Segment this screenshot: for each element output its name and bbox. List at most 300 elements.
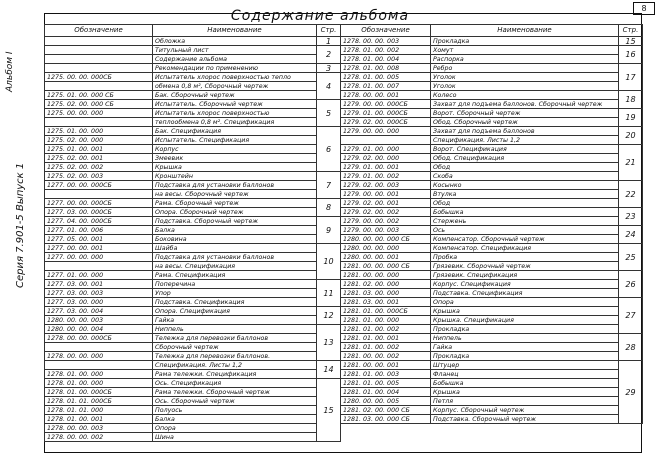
row-name: теплообмена 0,8 м². Спецификация [153, 118, 317, 127]
row-code: 1279. 00. 00. 003 [341, 226, 431, 235]
row-code: 1277. 04. 00. 000СБ [45, 217, 153, 226]
row-code: 1279. 02. 00. 000СБ [341, 118, 431, 127]
row-code: 1278. 01. 00. 005 [341, 73, 431, 82]
table-row [45, 253, 341, 262]
row-name: Скоба [431, 172, 619, 181]
table-row [45, 100, 341, 109]
table-row [341, 316, 643, 325]
row-code: 1277. 00. 00. 000СБ [45, 181, 153, 190]
row-page: 5 [317, 100, 341, 127]
row-code: 1279. 00. 00. 002 [341, 217, 431, 226]
table-header-row [45, 25, 341, 37]
table-row [341, 208, 643, 217]
table-row [341, 82, 643, 91]
row-code: 1279. 02. 00. 002 [341, 208, 431, 217]
row-name: Рекомендации по применению [153, 64, 317, 73]
row-name: Бобышка [431, 379, 619, 388]
table-row [45, 172, 341, 181]
row-name: Тележка для перевозки баллонов. [153, 352, 317, 361]
row-code: 1278. 01. 00. 008 [341, 64, 431, 73]
row-name: Ниппель [153, 325, 317, 334]
table-row [341, 100, 643, 109]
row-code: 1280. 00. 00. 001 [341, 253, 431, 262]
row-name: Подставка для установки баллонов [153, 253, 317, 262]
row-code: 1281. 01. 00. 005 [341, 379, 431, 388]
row-name: Рама тележки. Сборочный чертеж [153, 388, 317, 397]
row-name: Содержание альбома [153, 55, 317, 64]
table-row [45, 82, 341, 91]
row-name: Гайка [431, 343, 619, 352]
row-code: 1278. 01. 01. 000СБ [45, 397, 153, 406]
table-row [45, 217, 341, 226]
row-name: Спецификация. Листы 1,2 [431, 136, 619, 145]
row-name: Крышка. Спецификация [431, 316, 619, 325]
row-name: обмена 0,8 м², Сборочный чертеж [153, 82, 317, 91]
row-name: Бак. Сборочный чертеж [153, 91, 317, 100]
row-code: 1281. 01. 00. 000СБ [341, 307, 431, 316]
row-name: Подставка для установки баллонов [153, 181, 317, 190]
row-name: Стержень [431, 217, 619, 226]
row-page: 11 [317, 280, 341, 307]
row-name: Бобышка [431, 208, 619, 217]
contents-table-left [44, 24, 341, 442]
row-code: 1279. 02. 00. 001 [341, 199, 431, 208]
row-code: 1277. 05. 00. 001 [45, 235, 153, 244]
table-row [341, 217, 643, 226]
table-row [341, 118, 643, 127]
row-page: 23 [619, 208, 643, 226]
row-name: Тележка для перевозки баллонов [153, 334, 317, 343]
row-name: Подставка. Сборочный чертеж [431, 415, 619, 424]
table-header-row [341, 25, 643, 37]
table-row [341, 343, 643, 352]
row-name: Косынко [431, 181, 619, 190]
table-row [341, 289, 643, 298]
row-name: Испытатель. Сборочный чертеж [153, 100, 317, 109]
row-code: 1277. 00. 00. 000СБ [45, 199, 153, 208]
table-row [45, 136, 341, 145]
row-code: 1278. 00. 00. 001 [341, 91, 431, 100]
row-name: Ребро [431, 64, 619, 73]
row-code: 1277. 03. 00. 003 [45, 289, 153, 298]
table-row [45, 271, 341, 280]
row-code [45, 37, 153, 46]
row-code: 1275. 00. 00. 000 [45, 109, 153, 118]
row-page: 8 [317, 199, 341, 217]
row-name: на весы. Спецификация [153, 262, 317, 271]
header-page: Стр. [317, 25, 341, 37]
row-code: 1280. 00. 00. 003 [45, 316, 153, 325]
table-row [45, 109, 341, 118]
row-code [45, 55, 153, 64]
row-name: Крышка [431, 307, 619, 316]
table-row [341, 127, 643, 136]
row-code: 1277. 01. 00. 006 [45, 226, 153, 235]
row-name: Опора. Спецификация [153, 307, 317, 316]
row-name: Втулка [431, 190, 619, 199]
row-code: 1277. 00. 00. 001 [45, 244, 153, 253]
table-row [341, 55, 643, 64]
table-row [45, 406, 341, 415]
row-name: Прокладка [431, 325, 619, 334]
row-name: Испытатель хлорос поверхностью тепло [153, 73, 317, 82]
row-code: 1279. 00. 00. 000 [341, 127, 431, 136]
row-name: Ниппель [431, 334, 619, 343]
row-code: 1279. 01. 00. 000 [341, 145, 431, 154]
table-row [45, 415, 341, 424]
row-name: Петля [431, 397, 619, 406]
table-row [45, 37, 341, 46]
row-name: Крышка [431, 388, 619, 397]
row-name: Уголок [431, 73, 619, 82]
row-code: 1278. 01. 00. 007 [341, 82, 431, 91]
table-row [45, 388, 341, 397]
table-row [45, 289, 341, 298]
table-row [45, 145, 341, 154]
row-code: 1278. 01. 00. 000СБ [45, 388, 153, 397]
table-row [45, 73, 341, 82]
row-name: Сборочный чертеж [153, 343, 317, 352]
table-row [45, 343, 341, 352]
row-name: Компенсатор. Сборочный чертеж [431, 235, 619, 244]
row-code: 1277. 00. 00. 000 [45, 253, 153, 262]
row-code: 1281. 02. 00. 000 [341, 280, 431, 289]
row-page: 22 [619, 181, 643, 208]
row-code: 1275. 00. 00. 000СБ [45, 73, 153, 82]
row-name: Грязевик. Сборочный чертеж [431, 262, 619, 271]
table-row [341, 136, 643, 145]
row-name: Хомут [431, 46, 619, 55]
table-row [341, 190, 643, 199]
row-code: 1278. 01. 00. 000 [45, 379, 153, 388]
table-row [341, 388, 643, 397]
table-row [341, 154, 643, 163]
row-name: Рама. Сборочный чертеж [153, 199, 317, 208]
row-page: 7 [317, 172, 341, 199]
row-name: Опора [431, 298, 619, 307]
row-code: 1279. 01. 00. 001 [341, 163, 431, 172]
row-name: Обод. Сборочный чертеж [431, 118, 619, 127]
row-code: 1278. 01. 00. 002 [341, 46, 431, 55]
table-row [45, 280, 341, 289]
row-code: 1280. 00. 00. 004 [45, 325, 153, 334]
row-name: Кронштейн [153, 172, 317, 181]
spine-series-label: Серия 7.901-5 Выпуск 1 [15, 162, 26, 288]
header-code: Обозначение [341, 25, 431, 37]
row-name: Обод. Спецификация [431, 154, 619, 163]
table-row [45, 208, 341, 217]
table-row [45, 226, 341, 235]
row-page: 14 [317, 361, 341, 379]
row-page: 18 [619, 91, 643, 109]
row-code: 1275. 02. 00. 001 [45, 154, 153, 163]
row-code: 1278. 00. 00. 000СБ [45, 334, 153, 343]
table-row [45, 379, 341, 388]
row-code: 1279. 01. 00. 000СБ [341, 109, 431, 118]
table-row [341, 145, 643, 154]
row-code: 1281. 01. 00. 003 [341, 370, 431, 379]
row-code: 1281. 01. 00. 002 [341, 325, 431, 334]
table-row [45, 262, 341, 271]
row-name: Рама тележки. Спецификация [153, 370, 317, 379]
row-name: Корпус. Спецификация [431, 280, 619, 289]
table-row [341, 226, 643, 235]
row-code [45, 46, 153, 55]
row-code: 1278. 00. 00. 002 [45, 433, 153, 442]
sheet-number: 8 [633, 2, 655, 15]
row-name: Захват для подъема баллонов [431, 127, 619, 136]
row-code: 1281. 02. 00. 000 СБ [341, 406, 431, 415]
row-name: Подставка. Сборочный чертеж [153, 217, 317, 226]
row-name: Опора. Сборочный чертеж [153, 208, 317, 217]
row-name: Балка [153, 226, 317, 235]
row-name: Ворот. Сборочный чертеж [431, 109, 619, 118]
table-row [45, 370, 341, 379]
row-page: 29 [619, 361, 643, 424]
row-code: 1277. 03. 00. 000СБ [45, 208, 153, 217]
row-name: Подставка. Спецификация [153, 298, 317, 307]
table-row [45, 352, 341, 361]
row-page: 16 [619, 46, 643, 64]
table-row [45, 127, 341, 136]
row-code [45, 190, 153, 199]
table-row [341, 280, 643, 289]
row-code: 1281. 01. 00. 002 [341, 343, 431, 352]
table-row [45, 118, 341, 127]
table-row [45, 316, 341, 325]
row-page: 27 [619, 298, 643, 334]
table-row [341, 361, 643, 370]
row-code: 1275. 02. 00. 000 [45, 136, 153, 145]
row-code: 1279. 02. 00. 003 [341, 181, 431, 190]
row-name: Пробка [431, 253, 619, 262]
table-row [341, 406, 643, 415]
row-name: Ворот. Спецификация [431, 145, 619, 154]
row-code: 1275. 01. 00. 000 [45, 127, 153, 136]
row-code [45, 118, 153, 127]
table-row [45, 64, 341, 73]
table-row [341, 325, 643, 334]
table-row [341, 244, 643, 253]
table-row [341, 163, 643, 172]
table-row [45, 244, 341, 253]
table-row [341, 253, 643, 262]
table-row [341, 415, 643, 424]
row-name: Титульный лист [153, 46, 317, 55]
row-code: 1279. 00. 00. 001 [341, 190, 431, 199]
row-name: Грязевик. Спецификация [431, 271, 619, 280]
row-name: Ось. Спецификация [153, 379, 317, 388]
table-row [45, 361, 341, 370]
table-row [341, 73, 643, 82]
row-code: 1281. 03. 00. 001 [341, 298, 431, 307]
header-name: Наименование [431, 25, 619, 37]
table-row [45, 154, 341, 163]
row-name: Спецификация. Листы 1,2 [153, 361, 317, 370]
row-name: Компенсатор. Спецификация [431, 244, 619, 253]
row-code: 1278. 01. 00. 000 [45, 370, 153, 379]
row-code: 1279. 00. 00. 000СБ [341, 100, 431, 109]
table-row [45, 397, 341, 406]
header-page: Стр. [619, 25, 643, 37]
row-code: 1281. 01. 00. 004 [341, 388, 431, 397]
row-page: 21 [619, 145, 643, 181]
row-name: Полуось [153, 406, 317, 415]
spine-album-label: Альбом I [5, 51, 15, 92]
row-name: Захват для подъема баллонов. Сборочный чертеж [431, 100, 619, 109]
row-name: Балка [153, 415, 317, 424]
row-code: 1277. 03. 00. 001 [45, 280, 153, 289]
row-code: 1278. 00. 00. 000 [45, 352, 153, 361]
row-name: Прокладка [431, 352, 619, 361]
row-code: 1281. 03. 00. 000 СБ [341, 415, 431, 424]
row-code: 1275. 01. 00. 001 [45, 145, 153, 154]
row-name: Ось [431, 226, 619, 235]
row-code: 1281. 01. 00. 000 [341, 316, 431, 325]
row-name: Гайка [153, 316, 317, 325]
table-row [341, 46, 643, 55]
table-row [341, 181, 643, 190]
row-page: 2 [317, 46, 341, 64]
row-page: 26 [619, 271, 643, 298]
row-page: 4 [317, 73, 341, 100]
table-row [45, 163, 341, 172]
table-row [45, 91, 341, 100]
row-page: 19 [619, 109, 643, 127]
row-page: 12 [317, 307, 341, 325]
table-row [45, 334, 341, 343]
row-name: Упор [153, 289, 317, 298]
row-page: 3 [317, 64, 341, 73]
row-name: Уголок [431, 82, 619, 91]
table-row [341, 370, 643, 379]
row-code [45, 361, 153, 370]
table-row [45, 181, 341, 190]
row-code: 1278. 01. 01. 000 [45, 406, 153, 415]
table-row [45, 307, 341, 316]
row-code: 1278. 01. 00. 001 [45, 415, 153, 424]
row-code: 1280. 00. 00. 000 [341, 244, 431, 253]
row-code: 1281. 03. 00. 000 [341, 289, 431, 298]
table-row [341, 37, 643, 46]
table-row [341, 352, 643, 361]
page-title: Содержание альбома [230, 8, 410, 24]
row-name: Распорка [431, 55, 619, 64]
row-name: Змеевик [153, 154, 317, 163]
table-row [341, 307, 643, 316]
row-name: Испытатель. Спецификация [153, 136, 317, 145]
row-code [45, 64, 153, 73]
row-name: Обод [431, 199, 619, 208]
row-name: Штуцер [431, 361, 619, 370]
table-row [341, 271, 643, 280]
table-row [45, 325, 341, 334]
row-code: 1281. 00. 00. 000 СБ [341, 262, 431, 271]
table-row [341, 379, 643, 388]
row-code [341, 136, 431, 145]
row-name: Шина [153, 433, 317, 442]
row-name: Рама. Спецификация [153, 271, 317, 280]
row-name: Подставка. Спецификация [431, 289, 619, 298]
table-row [341, 298, 643, 307]
row-code: 1278. 00. 00. 003 [341, 37, 431, 46]
row-code: 1281. 00. 00. 000 [341, 271, 431, 280]
table-row [45, 298, 341, 307]
row-name: на весы. Сборочный чертеж [153, 190, 317, 199]
table-row [341, 109, 643, 118]
table-row [341, 235, 643, 244]
table-row [45, 55, 341, 64]
row-page: 1 [317, 37, 341, 46]
row-name: Корпус [153, 145, 317, 154]
row-page: 13 [317, 325, 341, 361]
table-row [341, 91, 643, 100]
row-code: 1277. 03. 00. 000 [45, 298, 153, 307]
table-row [45, 433, 341, 442]
row-name: Корпус. Сборочный чертеж [431, 406, 619, 415]
row-name: Поперечина [153, 280, 317, 289]
row-code: 1278. 00. 00. 003 [45, 424, 153, 433]
row-code [45, 343, 153, 352]
row-code [45, 262, 153, 271]
row-page: 24 [619, 226, 643, 244]
row-code: 1281. 00. 00. 002 [341, 352, 431, 361]
row-name: Обложка [153, 37, 317, 46]
table-row [341, 334, 643, 343]
row-code: 1281. 00. 00. 001 [341, 361, 431, 370]
table-row [341, 64, 643, 73]
row-name: Колесо [431, 91, 619, 100]
row-page: 25 [619, 244, 643, 271]
table-row [45, 424, 341, 433]
row-code: 1275. 02. 00. 002 [45, 163, 153, 172]
table-row [341, 199, 643, 208]
header-name: Наименование [153, 25, 317, 37]
row-name: Опора [153, 424, 317, 433]
row-code: 1278. 01. 00. 004 [341, 55, 431, 64]
table-row [45, 46, 341, 55]
row-code: 1277. 01. 00. 000 [45, 271, 153, 280]
row-page: 10 [317, 244, 341, 280]
row-page: 17 [619, 64, 643, 91]
row-name: Бак. Спецификация [153, 127, 317, 136]
table-row [341, 172, 643, 181]
row-name: Боковина [153, 235, 317, 244]
table-row [45, 190, 341, 199]
row-name: Ось. Сборочный чертеж [153, 397, 317, 406]
row-page: 28 [619, 334, 643, 361]
row-code: 1280. 00. 00. 000 СБ [341, 235, 431, 244]
row-page: 15 [619, 37, 643, 46]
row-code: 1275. 01. 00. 000 СБ [45, 91, 153, 100]
table-row [341, 262, 643, 271]
row-code: 1279. 02. 00. 000 [341, 154, 431, 163]
contents-table-right [340, 24, 643, 424]
row-page: 15 [317, 379, 341, 442]
row-code: 1280. 00. 00. 005 [341, 397, 431, 406]
row-name: Испытатель хлорос поверхностью [153, 109, 317, 118]
row-code: 1277. 03. 00. 004 [45, 307, 153, 316]
row-page: 9 [317, 217, 341, 244]
row-name: Обод [431, 163, 619, 172]
row-code: 1279. 01. 00. 002 [341, 172, 431, 181]
row-code [45, 82, 153, 91]
table-row [45, 199, 341, 208]
row-name: Шайба [153, 244, 317, 253]
row-page: 6 [317, 127, 341, 172]
row-code: 1281. 01. 00. 001 [341, 334, 431, 343]
row-page: 20 [619, 127, 643, 145]
